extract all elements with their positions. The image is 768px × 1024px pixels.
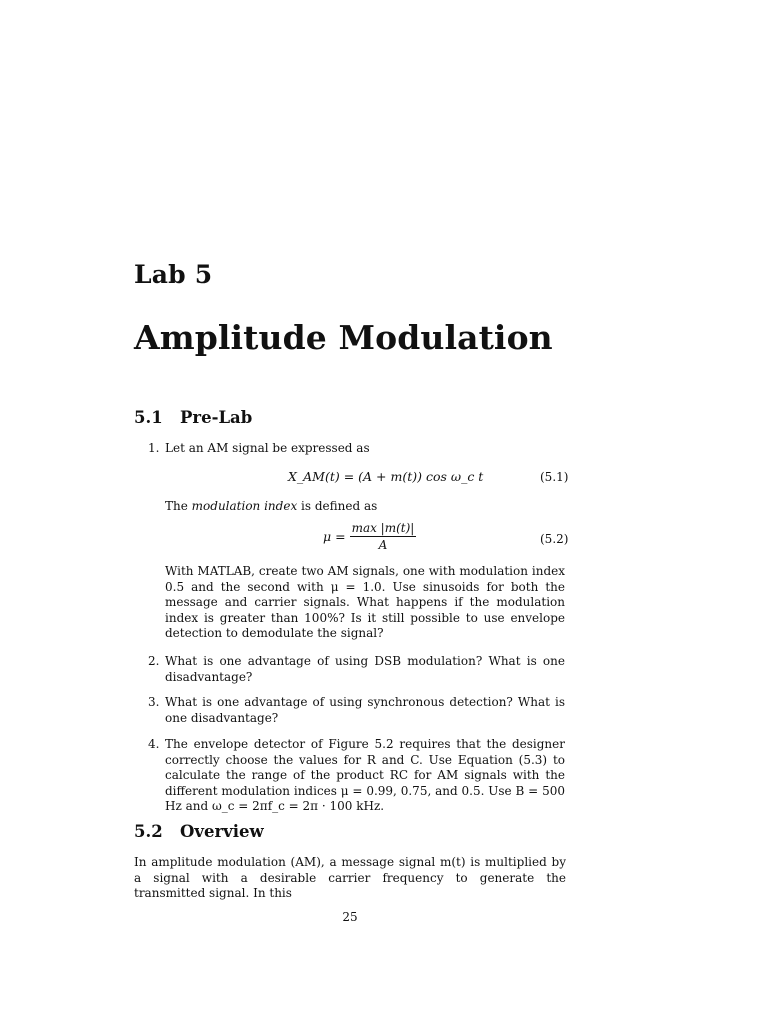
overview-paragraph: In amplitude modulation (AM), a message signal m(t) is multiplied by a signal with a desirable carrier frequency to generate the transmitted signal. In this	[134, 855, 566, 900]
fraction-numerator: max |m(t)|	[351, 521, 415, 535]
list-item-text: What is one advantage of using synchronous detection? What is one disadvantage?	[165, 695, 565, 725]
equation-number: (5.2)	[540, 532, 569, 546]
page-number: 25	[342, 910, 358, 924]
list-item-number: 3.	[148, 695, 160, 709]
equation-am-signal: X_AM(t) = (A + m(t)) cos ω_c t	[288, 469, 484, 484]
list-item-text: What is one advantage of using DSB modulation? What is one disadvantage?	[165, 654, 565, 684]
equation-modulation-index	[323, 521, 416, 552]
list-item-body: With MATLAB, create two AM signals, one with modulation index 0.5 and the second with μ = 1.0. Use sinusoids for both the message and carrier signals. What happens if the modulation index is greater than 100%? Is it still possible to use envelope detection to demodulate the signal?	[165, 564, 565, 640]
fraction-denominator: A	[378, 538, 388, 552]
modulation-index-definition	[165, 499, 377, 515]
definition-term: modulation index	[191, 499, 298, 513]
section-title: Overview	[180, 822, 264, 841]
definition-suffix: is defined as	[297, 499, 378, 513]
list-item-intro: Let an AM signal be expressed as	[165, 441, 370, 455]
chapter-label: Lab 5	[134, 260, 213, 289]
list-item-number: 4.	[148, 737, 160, 751]
chapter-title: Amplitude Modulation	[134, 318, 553, 357]
equation-lhs: μ =	[323, 529, 346, 544]
section-number: 5.2	[134, 822, 163, 841]
section-title: Pre-Lab	[180, 408, 253, 427]
equation-number: (5.1)	[540, 470, 569, 484]
list-item-number: 2.	[148, 654, 160, 668]
list-item-text: The envelope detector of Figure 5.2 requires that the designer correctly choose the values for R and C. Use Equation (5.3) to calculate the range of the product RC for AM signals with the different modulation indices μ = 0.99, 0.75, and 0.5. Use B = 500 Hz and ω_c = 2πf_c = 2π · 100 kHz.	[165, 737, 565, 813]
section-heading-overview	[134, 822, 264, 841]
fraction	[350, 521, 417, 552]
section-number: 5.1	[134, 408, 163, 427]
list-item-number: 1.	[148, 441, 160, 455]
definition-prefix: The	[165, 499, 192, 513]
section-heading-prelab	[134, 408, 252, 427]
